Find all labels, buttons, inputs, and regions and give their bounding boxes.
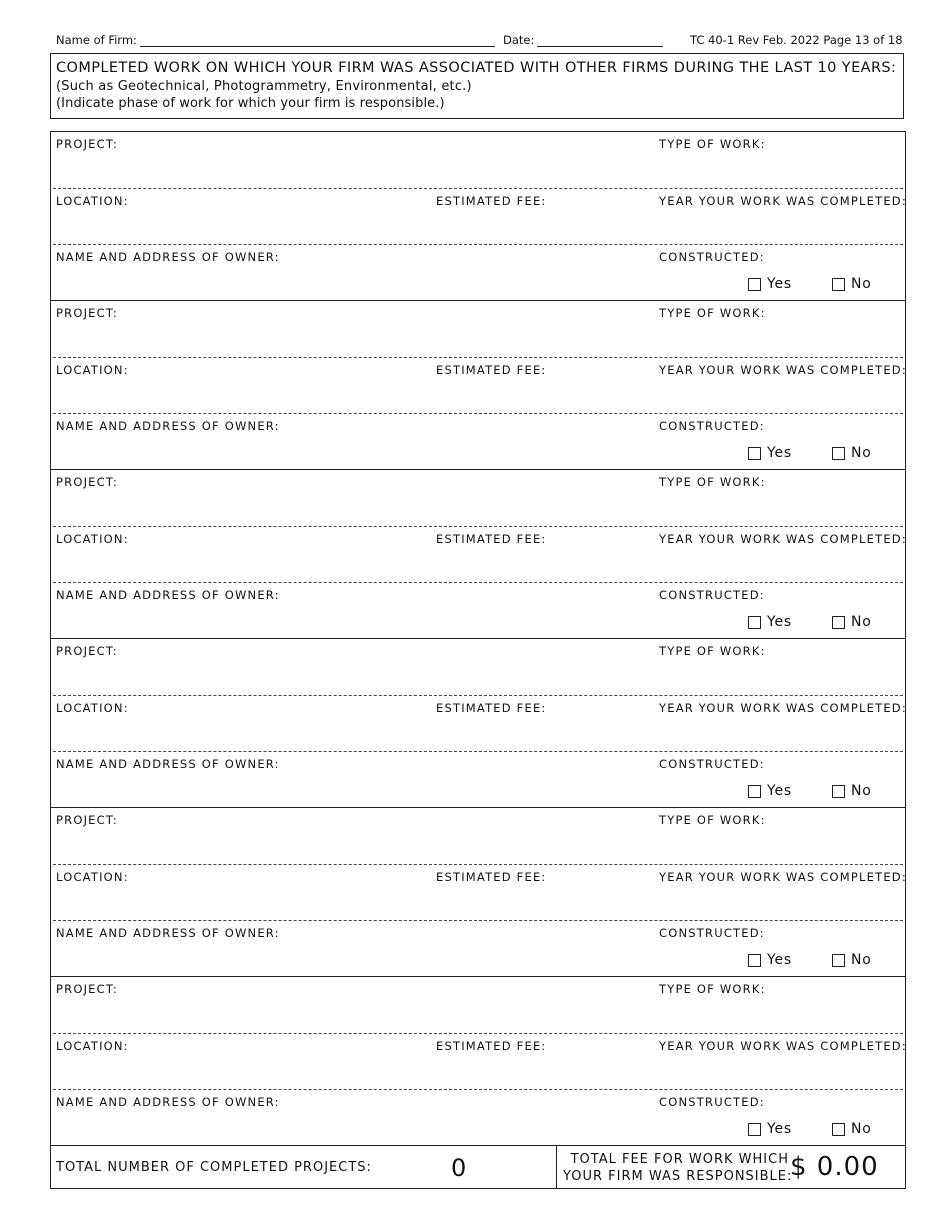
totals-divider bbox=[556, 1146, 557, 1189]
yes-label: Yes bbox=[767, 614, 792, 630]
constructed-label: CONSTRUCTED: bbox=[659, 757, 765, 771]
constructed-no-checkbox[interactable] bbox=[832, 614, 872, 630]
estimated-fee-label: ESTIMATED FEE: bbox=[436, 1039, 547, 1053]
project-entry bbox=[51, 132, 905, 301]
checkbox-icon[interactable] bbox=[748, 278, 761, 291]
year-completed-label: YEAR YOUR WORK WAS COMPLETED: bbox=[659, 194, 907, 208]
type-of-work-label: TYPE OF WORK: bbox=[659, 306, 766, 320]
project-label: PROJECT: bbox=[56, 982, 118, 996]
name-of-firm-field[interactable] bbox=[140, 46, 495, 47]
total-projects-value[interactable]: 0 bbox=[451, 1154, 467, 1182]
section-note-examples: (Such as Geotechnical, Photogrammetry, Environmental, etc.) bbox=[56, 79, 472, 94]
estimated-fee-label: ESTIMATED FEE: bbox=[436, 532, 547, 546]
checkbox-icon[interactable] bbox=[748, 447, 761, 460]
total-fee-label-line2: YOUR FIRM WAS RESPONSIBLE: bbox=[563, 1169, 793, 1184]
project-label: PROJECT: bbox=[56, 137, 118, 151]
checkbox-icon[interactable] bbox=[748, 785, 761, 798]
location-row[interactable] bbox=[51, 527, 905, 583]
location-label: LOCATION: bbox=[56, 701, 129, 715]
yes-label: Yes bbox=[767, 1121, 792, 1137]
project-entry bbox=[51, 470, 905, 639]
owner-row[interactable] bbox=[51, 583, 905, 639]
year-completed-label: YEAR YOUR WORK WAS COMPLETED: bbox=[659, 701, 907, 715]
yes-label: Yes bbox=[767, 445, 792, 461]
constructed-yes-checkbox[interactable] bbox=[748, 445, 792, 461]
owner-label: NAME AND ADDRESS OF OWNER: bbox=[56, 419, 280, 433]
owner-row[interactable] bbox=[51, 414, 905, 470]
constructed-label: CONSTRUCTED: bbox=[659, 250, 765, 264]
location-row[interactable] bbox=[51, 865, 905, 921]
location-label: LOCATION: bbox=[56, 363, 129, 377]
yes-label: Yes bbox=[767, 276, 792, 292]
date-field[interactable] bbox=[537, 46, 663, 47]
checkbox-icon[interactable] bbox=[748, 616, 761, 629]
checkbox-icon[interactable] bbox=[748, 1123, 761, 1136]
constructed-label: CONSTRUCTED: bbox=[659, 1095, 765, 1109]
constructed-no-checkbox[interactable] bbox=[832, 952, 872, 968]
constructed-label: CONSTRUCTED: bbox=[659, 926, 765, 940]
checkbox-icon[interactable] bbox=[748, 954, 761, 967]
type-of-work-label: TYPE OF WORK: bbox=[659, 475, 766, 489]
year-completed-label: YEAR YOUR WORK WAS COMPLETED: bbox=[659, 1039, 907, 1053]
owner-label: NAME AND ADDRESS OF OWNER: bbox=[56, 250, 280, 264]
checkbox-icon[interactable] bbox=[832, 954, 845, 967]
project-entry bbox=[51, 639, 905, 808]
owner-row[interactable] bbox=[51, 245, 905, 301]
location-row[interactable] bbox=[51, 189, 905, 245]
checkbox-icon[interactable] bbox=[832, 278, 845, 291]
total-fee-value[interactable]: $ 0.00 bbox=[790, 1152, 879, 1182]
checkbox-icon[interactable] bbox=[832, 785, 845, 798]
constructed-yes-checkbox[interactable] bbox=[748, 783, 792, 799]
total-projects-label: TOTAL NUMBER OF COMPLETED PROJECTS: bbox=[56, 1160, 372, 1175]
project-row[interactable] bbox=[51, 132, 905, 188]
constructed-no-checkbox[interactable] bbox=[832, 276, 872, 292]
year-completed-label: YEAR YOUR WORK WAS COMPLETED: bbox=[659, 870, 907, 884]
owner-row[interactable] bbox=[51, 921, 905, 977]
total-fee-label-line1: TOTAL FEE FOR WORK WHICH bbox=[570, 1152, 789, 1167]
project-label: PROJECT: bbox=[56, 475, 118, 489]
project-label: PROJECT: bbox=[56, 813, 118, 827]
type-of-work-label: TYPE OF WORK: bbox=[659, 813, 766, 827]
date-label: Date: bbox=[503, 33, 535, 47]
project-entry bbox=[51, 301, 905, 470]
estimated-fee-label: ESTIMATED FEE: bbox=[436, 194, 547, 208]
constructed-label: CONSTRUCTED: bbox=[659, 588, 765, 602]
constructed-no-checkbox[interactable] bbox=[832, 445, 872, 461]
no-label: No bbox=[851, 445, 872, 461]
owner-label: NAME AND ADDRESS OF OWNER: bbox=[56, 1095, 280, 1109]
year-completed-label: YEAR YOUR WORK WAS COMPLETED: bbox=[659, 532, 907, 546]
checkbox-icon[interactable] bbox=[832, 616, 845, 629]
yes-label: Yes bbox=[767, 783, 792, 799]
project-label: PROJECT: bbox=[56, 306, 118, 320]
checkbox-icon[interactable] bbox=[832, 447, 845, 460]
location-label: LOCATION: bbox=[56, 532, 129, 546]
location-row[interactable] bbox=[51, 1034, 905, 1090]
owner-row[interactable] bbox=[51, 752, 905, 808]
section-intro bbox=[50, 53, 904, 119]
project-row[interactable] bbox=[51, 977, 905, 1033]
no-label: No bbox=[851, 952, 872, 968]
owner-row[interactable] bbox=[51, 1090, 905, 1146]
owner-label: NAME AND ADDRESS OF OWNER: bbox=[56, 588, 280, 602]
yes-label: Yes bbox=[767, 952, 792, 968]
constructed-no-checkbox[interactable] bbox=[832, 783, 872, 799]
constructed-label: CONSTRUCTED: bbox=[659, 419, 765, 433]
constructed-no-checkbox[interactable] bbox=[832, 1121, 872, 1137]
location-label: LOCATION: bbox=[56, 194, 129, 208]
owner-label: NAME AND ADDRESS OF OWNER: bbox=[56, 926, 280, 940]
no-label: No bbox=[851, 614, 872, 630]
project-label: PROJECT: bbox=[56, 644, 118, 658]
location-label: LOCATION: bbox=[56, 1039, 129, 1053]
estimated-fee-label: ESTIMATED FEE: bbox=[436, 870, 547, 884]
project-row[interactable] bbox=[51, 639, 905, 695]
totals-row bbox=[51, 1145, 905, 1189]
location-row[interactable] bbox=[51, 696, 905, 752]
constructed-yes-checkbox[interactable] bbox=[748, 614, 792, 630]
form-id: TC 40-1 Rev Feb. 2022 Page 13 of 18 bbox=[690, 33, 903, 47]
type-of-work-label: TYPE OF WORK: bbox=[659, 137, 766, 151]
project-row[interactable] bbox=[51, 808, 905, 864]
project-row[interactable] bbox=[51, 470, 905, 526]
type-of-work-label: TYPE OF WORK: bbox=[659, 982, 766, 996]
name-of-firm-label: Name of Firm: bbox=[56, 33, 137, 47]
project-entry bbox=[51, 977, 905, 1146]
section-note-phase: (Indicate phase of work for which your firm is responsible.) bbox=[56, 96, 445, 111]
no-label: No bbox=[851, 783, 872, 799]
estimated-fee-label: ESTIMATED FEE: bbox=[436, 701, 547, 715]
location-label: LOCATION: bbox=[56, 870, 129, 884]
no-label: No bbox=[851, 1121, 872, 1137]
location-row[interactable] bbox=[51, 358, 905, 414]
type-of-work-label: TYPE OF WORK: bbox=[659, 644, 766, 658]
constructed-yes-checkbox[interactable] bbox=[748, 952, 792, 968]
constructed-yes-checkbox[interactable] bbox=[748, 1121, 792, 1137]
page-header bbox=[0, 33, 950, 49]
project-row[interactable] bbox=[51, 301, 905, 357]
owner-label: NAME AND ADDRESS OF OWNER: bbox=[56, 757, 280, 771]
total-fee-label bbox=[563, 1151, 793, 1185]
no-label: No bbox=[851, 276, 872, 292]
project-entry bbox=[51, 808, 905, 977]
estimated-fee-label: ESTIMATED FEE: bbox=[436, 363, 547, 377]
checkbox-icon[interactable] bbox=[832, 1123, 845, 1136]
year-completed-label: YEAR YOUR WORK WAS COMPLETED: bbox=[659, 363, 907, 377]
section-title: COMPLETED WORK ON WHICH YOUR FIRM WAS ASSOCIATED WITH OTHER FIRMS DURING THE LAST 10 YEARS: bbox=[56, 60, 897, 76]
projects-table bbox=[50, 131, 906, 1189]
constructed-yes-checkbox[interactable] bbox=[748, 276, 792, 292]
